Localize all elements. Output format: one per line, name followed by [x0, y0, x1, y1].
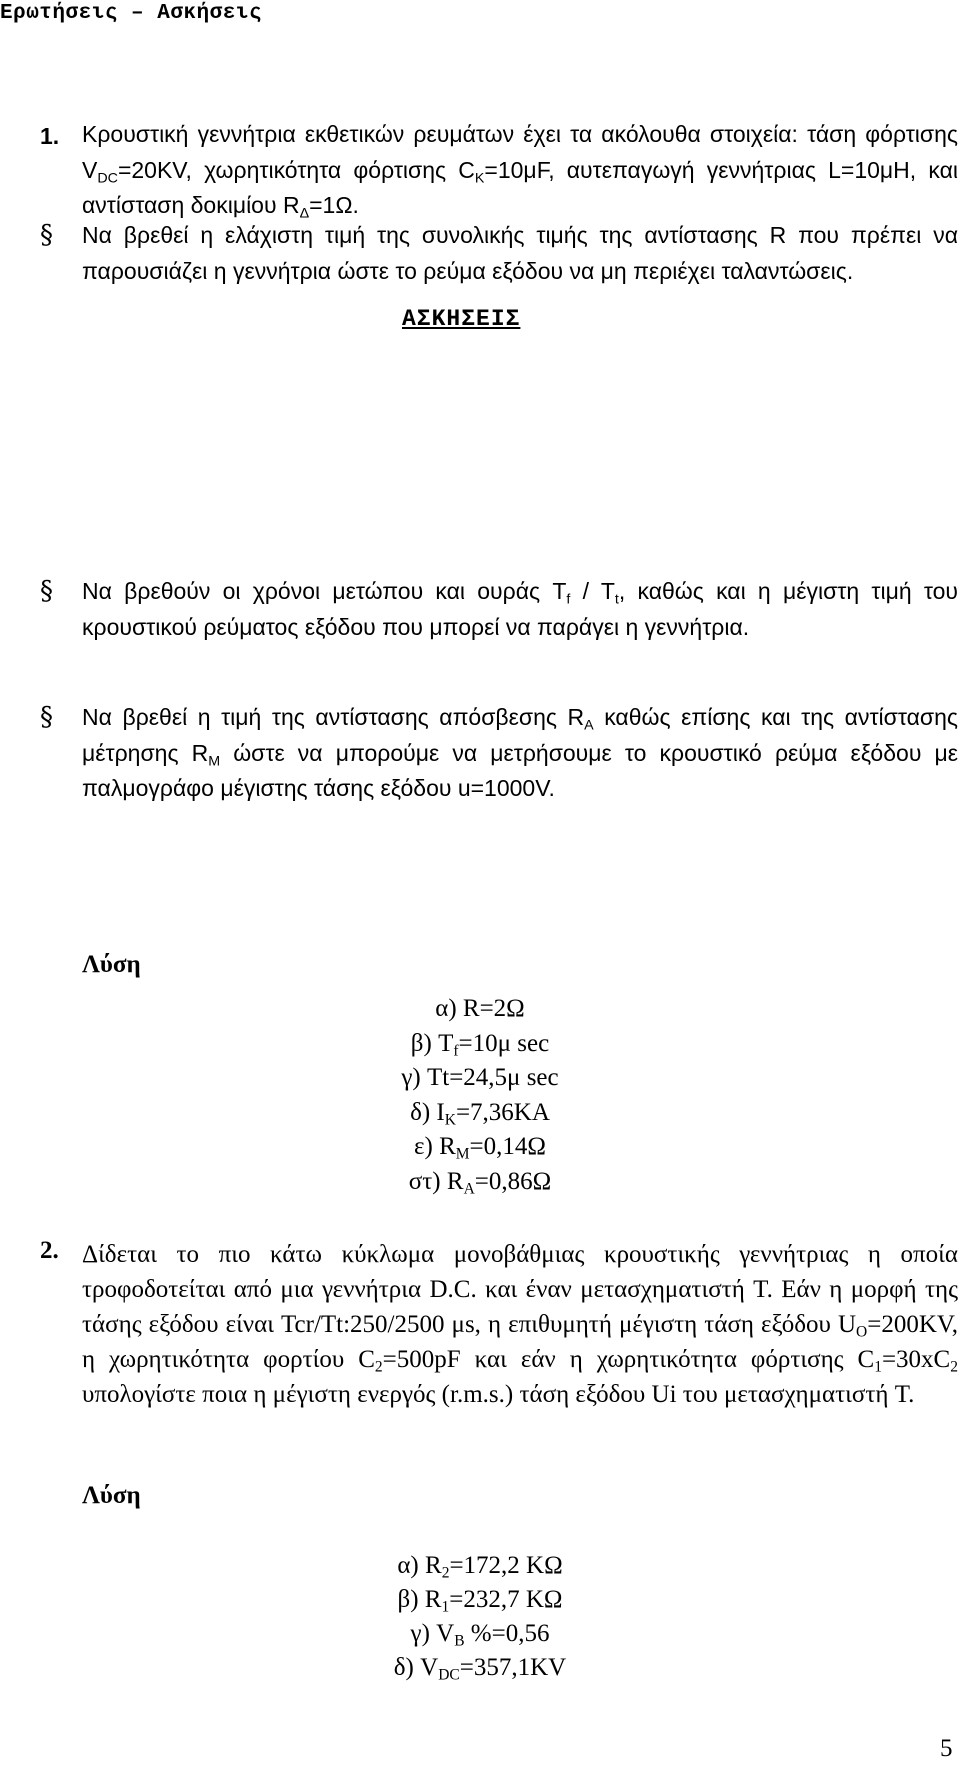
solution-label-1: Λύση [82, 951, 141, 978]
answer-a [0, 1549, 960, 1583]
exercise-2-text [82, 1237, 958, 1412]
question-text: / T [570, 578, 615, 604]
exercise-1-answers [0, 992, 960, 1200]
subscript: A [463, 1180, 475, 1198]
solution-label-2: Λύση [82, 1482, 141, 1509]
answer-text: γ) V [410, 1620, 455, 1647]
subscript: K [474, 169, 485, 186]
subscript: 1 [441, 1598, 450, 1616]
exercise-2-number: 2. [40, 1237, 59, 1264]
subscript: f [566, 591, 571, 608]
exercise-1-number: 1. [40, 123, 60, 149]
subscript: B [454, 1632, 465, 1650]
answer-text: ε) R [414, 1133, 456, 1161]
question-text: καθώς επίσης και της αντίστασης μέτρησης R [82, 704, 958, 766]
answer-text: δ) V [393, 1654, 439, 1681]
exercise-text: =200KV, η χωρητικότητα φορτίου C [82, 1311, 958, 1373]
intro-text: =1Ω. [309, 192, 359, 218]
subscript: A [584, 717, 594, 734]
subscript: 1 [874, 1358, 882, 1376]
answer-text: β) R [397, 1586, 442, 1613]
answer-d [0, 1651, 960, 1685]
subscript: Δ [299, 205, 310, 222]
subscript: f [453, 1042, 459, 1060]
subscript: 2 [374, 1358, 383, 1376]
answer-a: α) R=2Ω [435, 995, 525, 1022]
question-text: , καθώς και η μέγιστη τιμή του κρουστικού ρεύματος εξόδου που μπορεί να παράγει η γεννήτρια. [82, 578, 958, 640]
exercise-text: Δίδεται το πιο κάτω κύκλωμα μονοβάθμιας κρουστικής γεννήτριας η οποία τροφοδοτείται από μια γεννήτρια D.C. και έναν μετασχηματιστή T. Εάν η μορφή της τάσης εξόδου είναι Tcr/Tt:250/2500 μs, η επιθυμητή μέγιστη τάση εξόδου U [82, 1241, 958, 1338]
intro-text: =20KV, χωρητικότητα φόρτισης C [117, 156, 475, 183]
answer-c: γ) Tt=24,5μ sec [401, 1064, 559, 1092]
exercise-1-question-b [82, 574, 958, 645]
subscript: 2 [950, 1358, 958, 1376]
subscript: DC [97, 169, 118, 186]
answer-f [0, 1165, 960, 1200]
answer-text: δ) I [410, 1098, 445, 1126]
answer-text: =10μ sec [458, 1029, 550, 1057]
exercise-1-question-a: Να βρεθεί η ελάχιστη τιμή της συνολικής τιμής της αντίστασης R που πρέπει να παρουσιάζει η γεννήτρια ώστε το ρεύμα εξόδου να μη περιέχει ταλαντώσεις. [82, 222, 958, 284]
answer-text: =232,7 KΩ [449, 1586, 563, 1613]
exercise-text: =30xC [881, 1346, 951, 1373]
answer-c [0, 1617, 960, 1651]
answer-text: =0,86Ω [474, 1167, 552, 1195]
answer-text: %=0,56 [464, 1620, 550, 1647]
subscript: O [856, 1323, 868, 1341]
question-text: Να βρεθεί η τιμή της αντίστασης απόσβεσης R [82, 704, 585, 730]
answer-text: =7,36KA [455, 1098, 550, 1126]
exercise-text: υπολογίστε ποια η μέγιστη ενεργός (r.m.s.) τάση εξόδου Ui του μετασχηματιστή T. [82, 1381, 915, 1408]
subscript: K [444, 1111, 456, 1129]
answer-d [0, 1096, 960, 1131]
subscript: M [208, 752, 221, 769]
exercise-1-question-c [82, 700, 958, 807]
subscript: DC [438, 1666, 460, 1684]
exercise-1-intro [82, 117, 958, 224]
page-number: 5 [940, 1735, 953, 1762]
answer-text: α) R [397, 1552, 442, 1579]
subscript: M [455, 1146, 470, 1164]
running-header: Ερωτήσεις – Ασκήσεις [0, 2, 263, 25]
section-sign-icon: § [40, 702, 53, 732]
answer-e [0, 1130, 960, 1165]
answer-text: β) T [410, 1029, 454, 1057]
subscript: 2 [441, 1564, 450, 1582]
answer-b [0, 1583, 960, 1617]
exercise-2-answers [0, 1549, 960, 1685]
intro-text: =10μF, αυτεπαγωγή γεννήτριας L=10μH, και αντίσταση δοκιμίου R [82, 156, 958, 218]
answer-text: =357,1KV [459, 1654, 567, 1681]
page-title: ΑΣΚΗΣΕΙΣ [402, 306, 521, 332]
subscript: t [614, 591, 619, 608]
question-text: ώστε να μπορούμε να μετρήσουμε το κρουστικό ρεύμα εξόδου με παλμογράφο μέγιστης τάσης εξόδου u=1000V. [82, 739, 958, 801]
answer-text: =0,14Ω [469, 1133, 546, 1161]
section-sign-icon: § [40, 220, 53, 250]
answer-text: στ) R [408, 1167, 464, 1195]
intro-text: Κρουστική γεννήτρια εκθετικών ρευμάτων έχει τα ακόλουθα στοιχεία: τάση φόρτισης V [82, 121, 958, 183]
answer-b [0, 1027, 960, 1062]
section-sign-icon: § [40, 576, 53, 606]
answer-text: =172,2 KΩ [449, 1552, 563, 1579]
question-text: Να βρεθούν οι χρόνοι μετώπου και ουράς T [82, 578, 567, 604]
exercise-text: =500pF και εάν η χωρητικότητα φόρτισης C [382, 1346, 875, 1373]
